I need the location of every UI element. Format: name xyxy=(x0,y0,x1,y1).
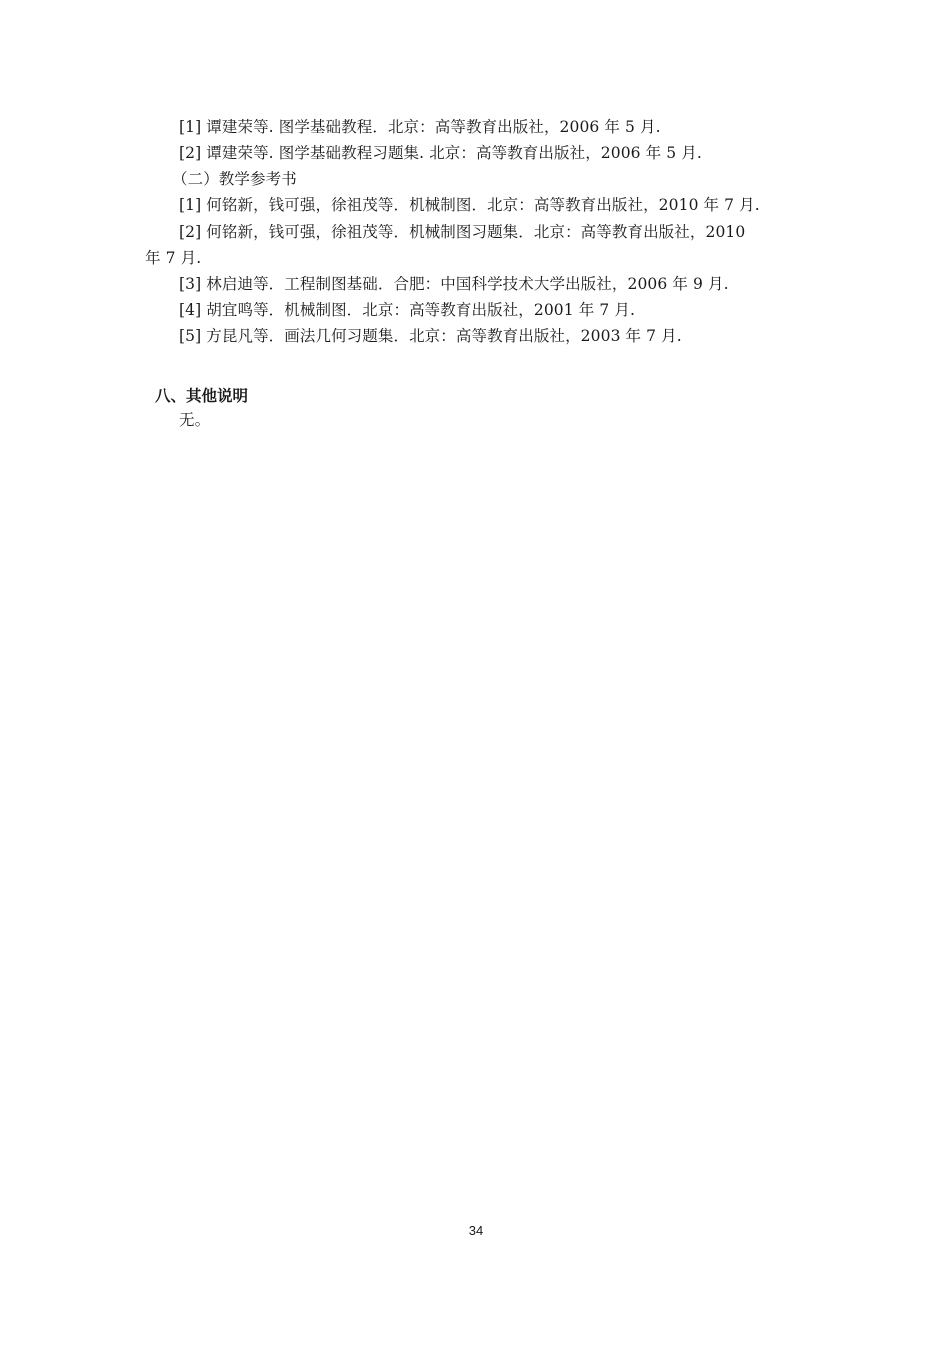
section-8-body: 无。 xyxy=(179,411,211,429)
reference-heading: （二）教学参考书 xyxy=(172,170,297,188)
textbook-item-1: [1] 谭建荣等. 图学基础教程．北京：高等教育出版社，2006 年 5 月. xyxy=(179,118,661,136)
textbook-item-2: [2] 谭建荣等. 图学基础教程习题集. 北京：高等教育出版社，2006 年 5 月. xyxy=(179,144,702,162)
reference-item-2-line-2: 年 7 月. xyxy=(145,249,202,267)
reference-item-5: [5] 方昆凡等．画法几何习题集．北京：高等教育出版社，2003 年 7 月. xyxy=(179,327,682,345)
reference-item-2-line-1: [2] 何铭新，钱可强，徐祖茂等．机械制图习题集．北京：高等教育出版社，2010 xyxy=(179,223,746,241)
reference-item-3: [3] 林启迪等．工程制图基础．合肥：中国科学技术大学出版社，2006 年 9 月. xyxy=(179,275,729,293)
page-number: 34 xyxy=(468,1223,484,1238)
section-8-title: 八、其他说明 xyxy=(155,387,249,405)
reference-item-4: [4] 胡宜鸣等．机械制图．北京：高等教育出版社，2001 年 7 月. xyxy=(179,301,636,319)
reference-item-1: [1] 何铭新，钱可强，徐祖茂等．机械制图．北京：高等教育出版社，2010 年 7 月. xyxy=(179,196,760,214)
